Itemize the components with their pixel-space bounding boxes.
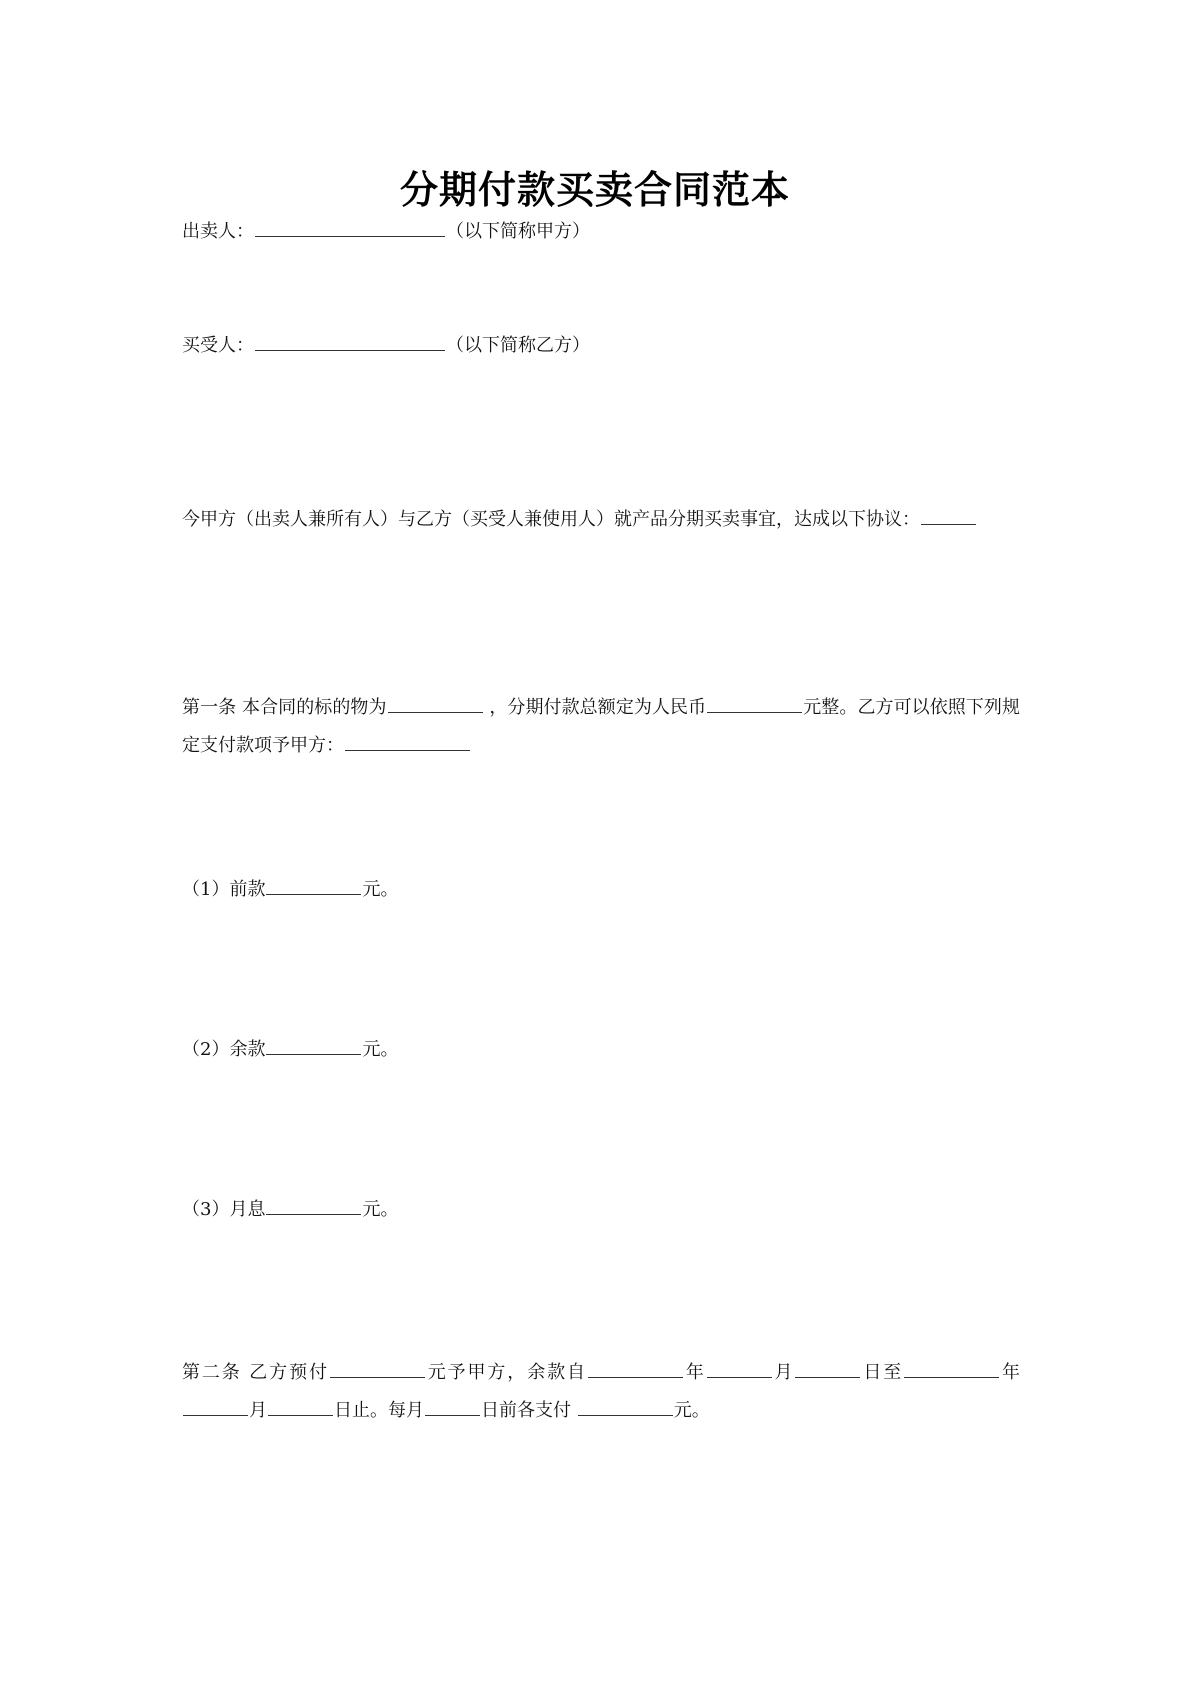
start-month-blank[interactable]: [707, 1359, 772, 1378]
article-2-text-a: 第二条 乙方预付: [182, 1362, 329, 1383]
prepayment-blank[interactable]: [330, 1359, 425, 1378]
item-2-prefix: （2）余款: [182, 1039, 266, 1060]
article-2-text-c: 年: [683, 1362, 706, 1383]
end-day-blank[interactable]: [268, 1397, 333, 1416]
article-2-text-i: 日前各支付: [481, 1400, 577, 1421]
subject-matter-blank[interactable]: [388, 694, 483, 713]
end-year-blank[interactable]: [904, 1359, 999, 1378]
monthly-interest-blank[interactable]: [266, 1196, 361, 1215]
article-2-text-e: 日至: [861, 1362, 904, 1383]
balance-blank[interactable]: [266, 1036, 361, 1055]
down-payment-blank[interactable]: [266, 876, 361, 895]
article-1-text-c: 元整。乙方可以依照下列规定支付款项予甲方：: [182, 697, 1020, 756]
preamble-blank[interactable]: [921, 506, 976, 525]
preamble-paragraph: [182, 501, 1020, 539]
article-2-paragraph: [182, 1354, 1020, 1430]
preamble-text: 今甲方（出卖人兼所有人）与乙方（买受人兼使用人）就产品分期买卖事宜，达成以下协议：: [182, 509, 920, 530]
item-3-prefix: （3）月息: [182, 1199, 266, 1220]
article-2-text-g: 月: [249, 1400, 267, 1421]
item-2-suffix: 元。: [362, 1039, 399, 1060]
article-2-text-j: 元。: [673, 1400, 710, 1421]
article-1-paragraph: [182, 689, 1020, 765]
start-day-blank[interactable]: [795, 1359, 860, 1378]
seller-name-blank[interactable]: [255, 218, 445, 237]
item-1-suffix: 元。: [362, 879, 399, 900]
buyer-suffix: （以下简称乙方）: [446, 335, 590, 356]
buyer-label: 买受人：: [182, 335, 254, 356]
start-year-blank[interactable]: [588, 1359, 683, 1378]
article-1-text-b: ，分期付款总额定为人民币: [483, 697, 707, 718]
article-1-text-a: 第一条 本合同的标的物为: [182, 697, 387, 718]
article-2-text-f: 年: [1000, 1362, 1020, 1383]
item-3-suffix: 元。: [362, 1199, 399, 1220]
article-2-text-h: 日止。每月: [334, 1400, 424, 1421]
monthly-due-day-blank[interactable]: [425, 1397, 480, 1416]
monthly-amount-blank[interactable]: [578, 1397, 673, 1416]
end-month-blank[interactable]: [183, 1397, 248, 1416]
item-3-line: [182, 1191, 1020, 1229]
total-amount-blank[interactable]: [707, 694, 802, 713]
document-title: 分期付款买卖合同范本: [399, 167, 790, 212]
article-2-text-b: 元予甲方，余款自: [425, 1362, 587, 1383]
seller-label: 出卖人：: [182, 221, 254, 242]
payment-terms-blank[interactable]: [345, 732, 470, 751]
item-1-line: [182, 871, 1020, 909]
seller-suffix: （以下简称甲方）: [446, 221, 590, 242]
seller-line: [182, 213, 1020, 251]
buyer-name-blank[interactable]: [255, 332, 445, 351]
item-1-prefix: （1）前款: [182, 879, 266, 900]
buyer-line: [182, 327, 1020, 365]
item-2-line: [182, 1031, 1020, 1069]
article-2-text-d: 月: [772, 1362, 795, 1383]
